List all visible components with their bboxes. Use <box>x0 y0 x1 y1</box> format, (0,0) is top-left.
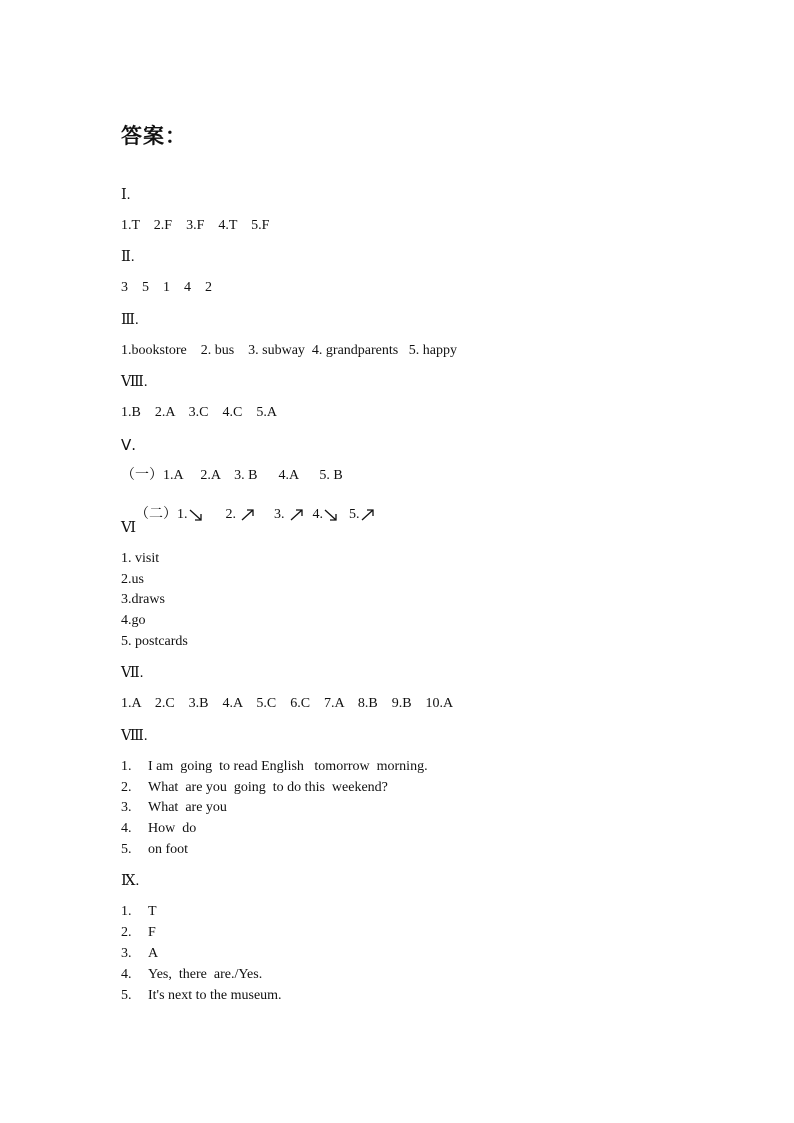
section-4-answers: 1.B 2.A 3.C 4.C 5.A <box>121 405 277 420</box>
section-6-item: 2.us <box>121 572 144 587</box>
falling-arrow-icon <box>188 508 204 522</box>
page-title: 答案： <box>121 124 187 148</box>
section-2-heading: Ⅱ. <box>121 249 135 265</box>
section-1-heading: Ⅰ. <box>121 187 131 203</box>
rising-arrow-icon <box>240 508 256 522</box>
falling-arrow-icon <box>323 508 339 522</box>
section-9-item: 5. It's next to the museum. <box>121 988 282 1003</box>
intonation-item-3: 3. <box>274 507 285 522</box>
intonation-item-5: 5. <box>349 507 360 522</box>
intonation-item-1: 1. <box>177 507 188 522</box>
section-8-item: 1. I am going to read English tomorrow morning. <box>121 759 428 774</box>
rising-arrow-icon <box>289 508 305 522</box>
section-6-item: 3.draws <box>121 592 165 607</box>
section-3-answers: 1.bookstore 2. bus 3. subway 4. grandparents 5. happy <box>121 343 457 358</box>
section-6-heading: Ⅵ <box>121 520 137 536</box>
section-9-item: 4. Yes, there are./Yes. <box>121 967 263 982</box>
section-9-item: 2. F <box>121 925 156 940</box>
section-5-heading: Ⅴ. <box>121 436 137 454</box>
section-5-part-1: （一）1.A 2.A 3. B 4.A 5. B <box>121 468 343 483</box>
section-8-item: 3. What are you <box>121 800 227 815</box>
section-1-answers: 1.T 2.F 3.F 4.T 5.F <box>121 218 270 233</box>
section-9-heading: Ⅸ. <box>121 873 140 889</box>
section-8-item: 4. How do <box>121 821 197 836</box>
section-8-heading: Ⅷ. <box>121 728 148 744</box>
part-2-prefix: （二） <box>135 507 177 522</box>
section-2-answers: 3 5 1 4 2 <box>121 280 212 295</box>
section-6-item: 5. postcards <box>121 634 188 649</box>
section-9-item: 1. T <box>121 904 157 919</box>
section-8-item: 5. on foot <box>121 842 189 857</box>
section-5-part-2 <box>121 488 376 542</box>
section-9-item: 3. A <box>121 946 159 961</box>
section-6-item: 4.go <box>121 613 146 628</box>
section-6-item: 1. visit <box>121 551 160 566</box>
intonation-item-2: 2. <box>225 507 236 522</box>
section-8-item: 2. What are you going to do this weekend? <box>121 780 388 795</box>
section-7-answers: 1.A 2.C 3.B 4.A 5.C 6.C 7.A 8.B 9.B 10.A <box>121 696 454 711</box>
intonation-item-4: 4. <box>312 507 323 522</box>
section-7-heading: Ⅶ. <box>121 665 144 681</box>
section-3-heading: Ⅲ. <box>121 312 139 328</box>
rising-arrow-icon <box>360 508 376 522</box>
section-4-heading: Ⅷ. <box>121 374 148 390</box>
